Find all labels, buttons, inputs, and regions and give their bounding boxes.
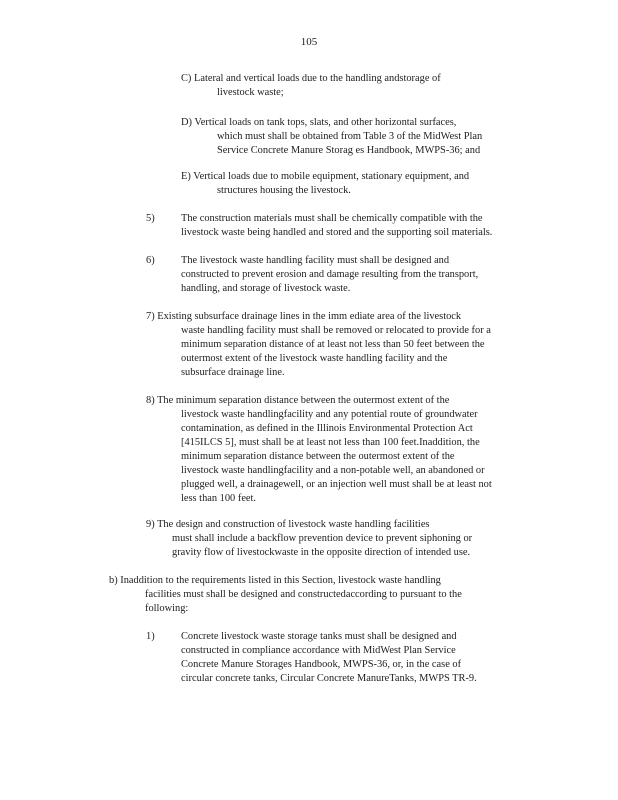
item-5 [146,212,492,240]
item-9 [146,518,472,560]
item-8 [146,394,492,506]
item-c-line-2: livestock waste; [217,87,284,98]
item-9-line-3: gravity flow of livestockwaste in the opposite direction of intended use. [172,547,471,558]
item-c [181,72,441,100]
item-5-line-2: livestock waste being handled and stored and the supporting soil materials. [181,227,493,238]
item-d [181,116,482,158]
item-8-line-8: less than 100 feet. [181,493,257,504]
item-b-label: b) [109,575,118,586]
item-9-label: 9) [146,519,155,530]
item-7 [146,310,491,380]
item-8-line-7: plugged well, a drainagewell, or an injection well must shall be at least not [181,479,492,490]
item-8-label: 8) [146,395,155,406]
item-8-line-3: contamination, as defined in the Illinois Environmental Protection Act [181,423,473,434]
item-7-line-3: minimum separation distance of at least not less than 50 feet between the [181,339,485,350]
item-b-line-2: facilities must shall be designed and constructedaccording to pursuant to the [145,589,462,600]
item-1-line-2: constructed in compliance accordance with MidWest Plan Service [181,645,456,656]
item-e-line-1-text: Vertical loads due to mobile equipment, stationary equipment, and [193,171,470,182]
item-7-label: 7) [146,311,155,322]
item-b-line-3: following: [145,603,189,614]
item-6-line-1-text: The livestock waste handling facility must shall be designed and [181,255,450,266]
item-7-line-5: subsurface drainage line. [181,367,285,378]
item-5-label: 5) [146,213,155,224]
item-d-line-3: Service Concrete Manure Storag es Handbook, MWPS-36; and [217,145,481,156]
item-e-label: E) [181,171,191,182]
item-8-line-4: [415ILCS 5], must shall be at least not less than 100 feet.Inaddition, the [181,437,480,448]
item-8-line-2: livestock waste handlingfacility and any potential route of groundwater [181,409,478,420]
item-1-label: 1) [146,631,155,642]
item-e [181,170,469,198]
item-8-line-5: minimum separation distance between the outermost extent of the [181,451,455,462]
item-d-line-2: which must shall be obtained from Table 3 of the MidWest Plan [217,131,483,142]
item-b [109,574,462,616]
item-1-line-3: Concrete Manure Storages Handbook, MWPS-36, or, in the case of [181,659,462,670]
item-c-line-1-text: Lateral and vertical loads due to the handling andstorage of [194,73,441,84]
item-6-line-2: constructed to prevent erosion and damage resulting from the transport, [181,269,479,280]
item-e-line-2: structures housing the livestock. [217,185,351,196]
item-1-line-1-text: Concrete livestock waste storage tanks must shall be designed and [181,631,457,642]
item-8-line-6: livestock waste handlingfacility and a non-potable well, an abandoned or [181,465,485,476]
item-1-line-1 [146,630,477,644]
item-9-line-1-text: The design and construction of livestock waste handling facilities [157,519,430,530]
item-5-line-1 [146,212,492,226]
item-6 [146,254,478,296]
page-number: 105 [300,36,318,48]
item-d-line-1 [181,116,482,130]
item-7-line-1-text: Existing subsurface drainage lines in the imm ediate area of the livestock [157,311,462,322]
item-9-line-1 [146,518,472,532]
item-d-label: D) [181,117,192,128]
item-b-line-1 [109,574,462,588]
item-6-label: 6) [146,255,155,266]
item-7-line-1 [146,310,491,324]
item-7-line-4: outermost extent of the livestock waste handling facility and the [181,353,448,364]
item-1 [146,630,477,686]
item-6-line-1 [146,254,478,268]
item-7-line-2: waste handling facility must shall be removed or relocated to provide for a [181,325,491,336]
item-d-line-1-text: Vertical loads on tank tops, slats, and other horizontal surfaces, [194,117,457,128]
item-8-line-1 [146,394,492,408]
item-9-line-2: must shall include a backflow prevention device to prevent siphoning or [172,533,473,544]
item-1-line-4: circular concrete tanks, Circular Concrete ManureTanks, MWPS TR-9. [181,673,477,684]
item-6-line-3: handling, and storage of livestock waste. [181,283,351,294]
item-e-line-1 [181,170,469,184]
item-5-line-1-text: The construction materials must shall be chemically compatible with the [181,213,483,224]
item-b-line-1-text: Inaddition to the requirements listed in this Section, livestock waste handling [120,575,441,586]
item-c-line-1 [181,72,441,86]
item-8-line-1-text: The minimum separation distance between the outermost extent of the [157,395,450,406]
item-c-label: C) [181,73,192,84]
